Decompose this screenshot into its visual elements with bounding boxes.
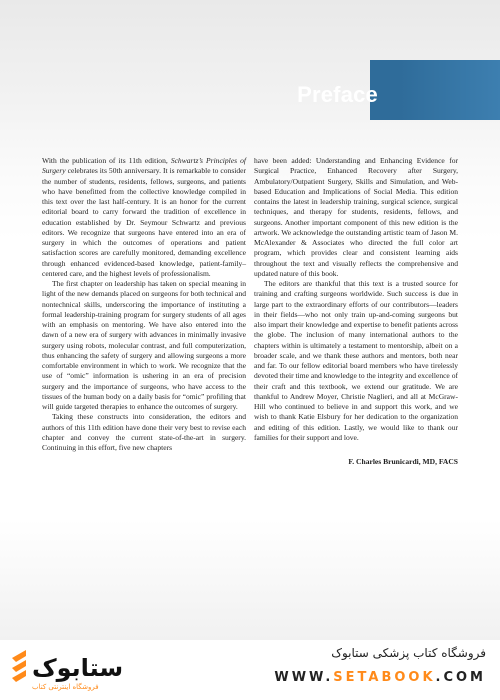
- body-columns: [42, 156, 458, 536]
- paragraph-4: The editors are thankful that this text is a trusted source for training and crafting surgeons worldwide. Such success is due in large part to the extraordinary efforts of our contributors—leaders in their fields—who not only train up-and-coming surgeons but also impart their knowledge and expertise to benefit patients across the globe. The inclusion of many international authors to the chapters within is ultimately a testament to mentorship, albeit on a broader scale, and we thank these authors and mentors, both near and far. To our fellow editorial board members who have tirelessly devoted their time and knowledge to the integrity and excellence of their craft and this textbook, we extend our gratitude. We are thankful to Andrew Moyer, Christie Naglieri, and all at McGraw-Hill who continued to believe in and support this work, and we wish to thank Katie Elsbury for her dedication to the organization and editing of this edition. Lastly, we would like to thank our families for their support and love.: [254, 279, 458, 442]
- url-prefix: WWW.: [274, 670, 334, 685]
- signature: F. Charles Brunicardi, MD, FACS: [348, 457, 458, 466]
- logo-book-icon-2: [12, 660, 26, 672]
- url-suffix: .COM: [435, 670, 486, 685]
- logo-book-icon: [12, 650, 26, 662]
- logo-book-icon-3: [12, 670, 26, 682]
- url-domain: SETABOOK: [333, 670, 436, 685]
- paragraph-3-start: Taking these constructs into consideration, the editors and authors of this 11th edition have done their very best to revise each chapter and convey the current state-of-the-art in surgery. Continuing in this effort, five new chapters: [42, 412, 246, 452]
- italic-run: Schwartz’s Principles of Surgery: [42, 156, 246, 176]
- page-title: Preface: [297, 82, 378, 107]
- shop-name: فروشگاه کتاب پزشکی ستابوک: [331, 646, 486, 660]
- logo-text: ستابوک: [32, 654, 124, 682]
- paragraph-1: With the publication of its 11th edition, Schwartz’s Principles of Surgery celebrates its 50th anniversary. It is remarkable to consider the number of students, residents, fellows, surgeons, and patients who have benefitted from the collective knowledge compiled in this text over the last half-century. It is an honor for the current editorial board to carry forward the tradition of excellence in education established by Dr. Seymour Schwartz and previous editors. We recognize that surgeons have entered into an era of surgery in which the outcomes of operations and patient satisfaction scores are carefully monitored, demanding excellence through enhanced evidenced-based knowledge, patient-family–centered care, and the highest levels of professionalism.: [42, 156, 246, 278]
- right-column: [254, 156, 458, 536]
- store-banner: [0, 640, 500, 700]
- shop-url[interactable]: [274, 670, 486, 685]
- paragraph-3-continued: have been added: Understanding and Enhancing Evidence for Surgical Practice, Enhanced Recovery after Surgery, Ambulatory/Outpatient Surgery, Skills and Simulation, and Web-based Education and Implications of Social Media. This edition contains the latest in leadership training, surgical science, surgical techniques, and therapy for students, residents, fellows, and surgeons. Another important component of this new edition is the artwork. We acknowledge the outstanding artistic team of Jason M. McAlexander & Associates who directed the full color art program, which provides clear and consistent learning aids throughout the text and visually reflects the comprehensive and updated nature of this book.: [254, 156, 458, 278]
- title-banner-gradient: [400, 60, 500, 120]
- logo-subtitle: فروشگاه اینترنتی کتاب: [32, 683, 99, 691]
- paragraph-2: The first chapter on leadership has taken on special meaning in light of the new demands placed on surgeons for both technical and nontechnical skills, underscoring the importance of instituting a formal leadership-training program for surgery students of all ages with an emphasis on mentoring. We have also entered into the dawn of a new era of surgery with advances in minimally invasive surgery using robots, molecular contrast, and full computerization, thus enhancing the safety of surgery and allowing surgeons a more comfortable environment in which to work. We recognize that the use of “omic” information is ushering in an era of precision surgery and the importance of surgeons, who have access to the tissues of the human body on a daily basis for “omic” profiling that will guide targeted therapies to enhance the outcomes of surgery.: [42, 279, 246, 411]
- left-column: [42, 156, 246, 536]
